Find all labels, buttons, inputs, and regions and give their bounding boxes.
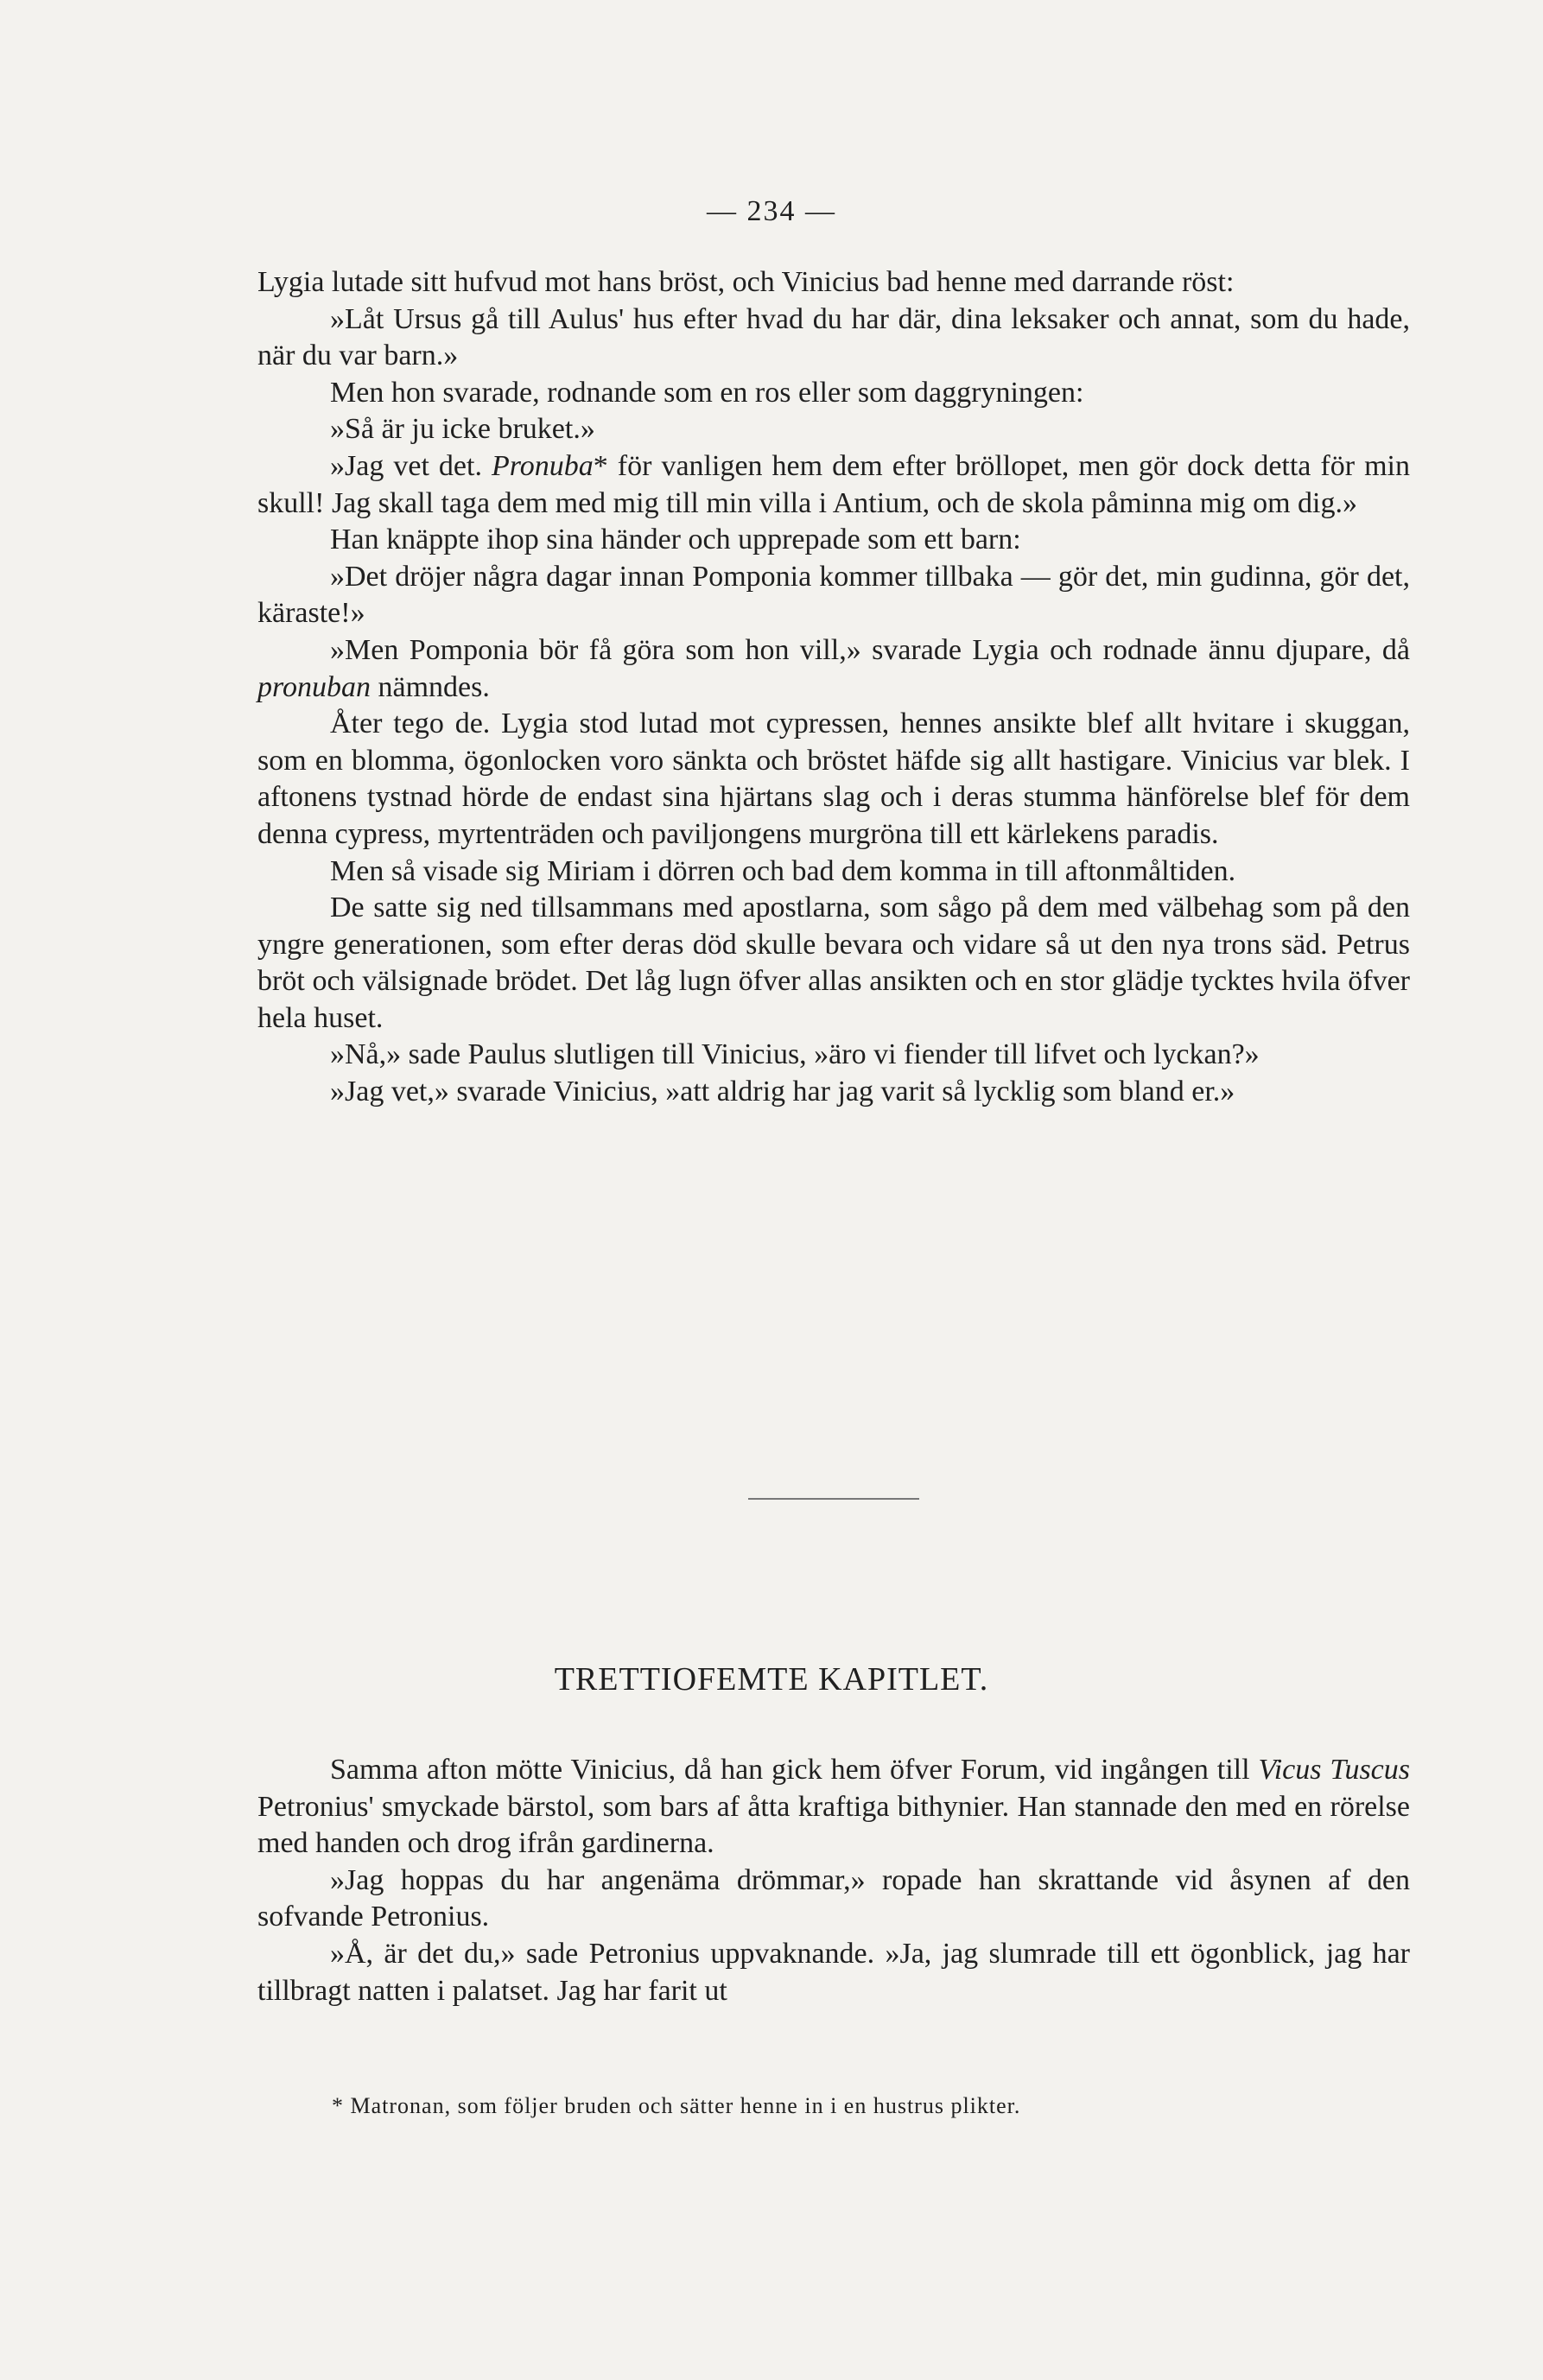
body-text-bottom [257,1752,1410,2009]
paragraph: Men hon svarade, rodnande som en ros eller som daggryningen: [330,376,1084,409]
paragraph: Lygia lutade sitt hufvud mot hans bröst, och Vinicius bad henne med darrande röst: [257,266,1235,298]
paragraph: »Det dröjer några dagar innan Pomponia kommer tillbaka — gör det, min gudinna, gör det, käraste!» [257,560,1410,630]
paragraph: Men så visade sig Miriam i dörren och bad dem komma in till aftonmåltiden. [330,854,1236,887]
paragraph: Han knäppte ihop sina händer och upprepade som ett barn: [330,524,1021,556]
paragraph: Åter tego de. Lygia stod lutad mot cypressen, hennes ansikte blef allt hvitare i skuggan, som en blomma, ögonlocken voro sänkta och bröstet häfde sig allt hastigare. Vinicius var blek. I aftonens tystnad hörde de endast sina hjärtans slag och i deras stumma hänförelse blef för dem denna cypress, myrtenträden och paviljongens murgröna till ett kärlekens paradis. [257,708,1410,850]
footnote: * Matronan, som följer bruden och sätter henne in i en hustrus plikter. [332,2093,1021,2118]
body-text-top [257,264,1410,1111]
paragraph: »Men Pomponia bör få göra som hon vill,» svarade Lygia och rodnade ännu djupare, då pronuban nämndes. [257,633,1410,703]
paragraph: De satte sig ned tillsammans med apostlarna, som sågo på dem med välbehag som på den yngre generationen, som efter deras död skulle bevara och vidare så ut den nya trons säd. Petrus bröt och välsignade brödet. Det låg lugn öfver allas ansikten och en stor glädje tycktes hvila öfver hela huset. [257,892,1410,1034]
page-number: — 234 — [707,195,836,227]
paragraph: »Å, är det du,» sade Petronius uppvaknande. »Ja, jag slumrade till ett ögonblick, jag har tillbragt natten i palatset. Jag har farit ut [257,1937,1410,2007]
paragraph: Samma afton mötte Vinicius, då han gick hem öfver Forum, vid ingången till Vicus Tuscus Petronius' smyckade bärstol, som bars af åtta kraftiga bithynier. Han stannade den med en rörelse med handen och drog ifrån gardinerna. [257,1754,1411,1860]
section-divider [748,1498,919,1500]
paragraph: »Låt Ursus gå till Aulus' hus efter hvad du har där, dina leksaker och annat, som du hade, när du var barn.» [257,302,1410,372]
paragraph: »Jag hoppas du har angenäma drömmar,» ropade han skrattande vid åsynen af den sofvande Petronius. [257,1863,1410,1933]
chapter-heading: TRETTIOFEMTE KAPITLET. [554,1661,989,1698]
paragraph: »Jag vet,» svarade Vinicius, »att aldrig har jag varit så lycklig som bland er.» [330,1076,1235,1108]
paragraph: »Så är ju icke bruket.» [330,413,595,446]
paragraph: »Nå,» sade Paulus slutligen till Vinicius, »äro vi fiender till lifvet och lyckan?» [330,1038,1260,1071]
paragraph: »Jag vet det. Pronuba* för vanligen hem dem efter bröllopet, men gör dock detta för min skull! Jag skall taga dem med mig till min villa i Antium, och de skola påminna mig om dig.» [257,449,1410,519]
